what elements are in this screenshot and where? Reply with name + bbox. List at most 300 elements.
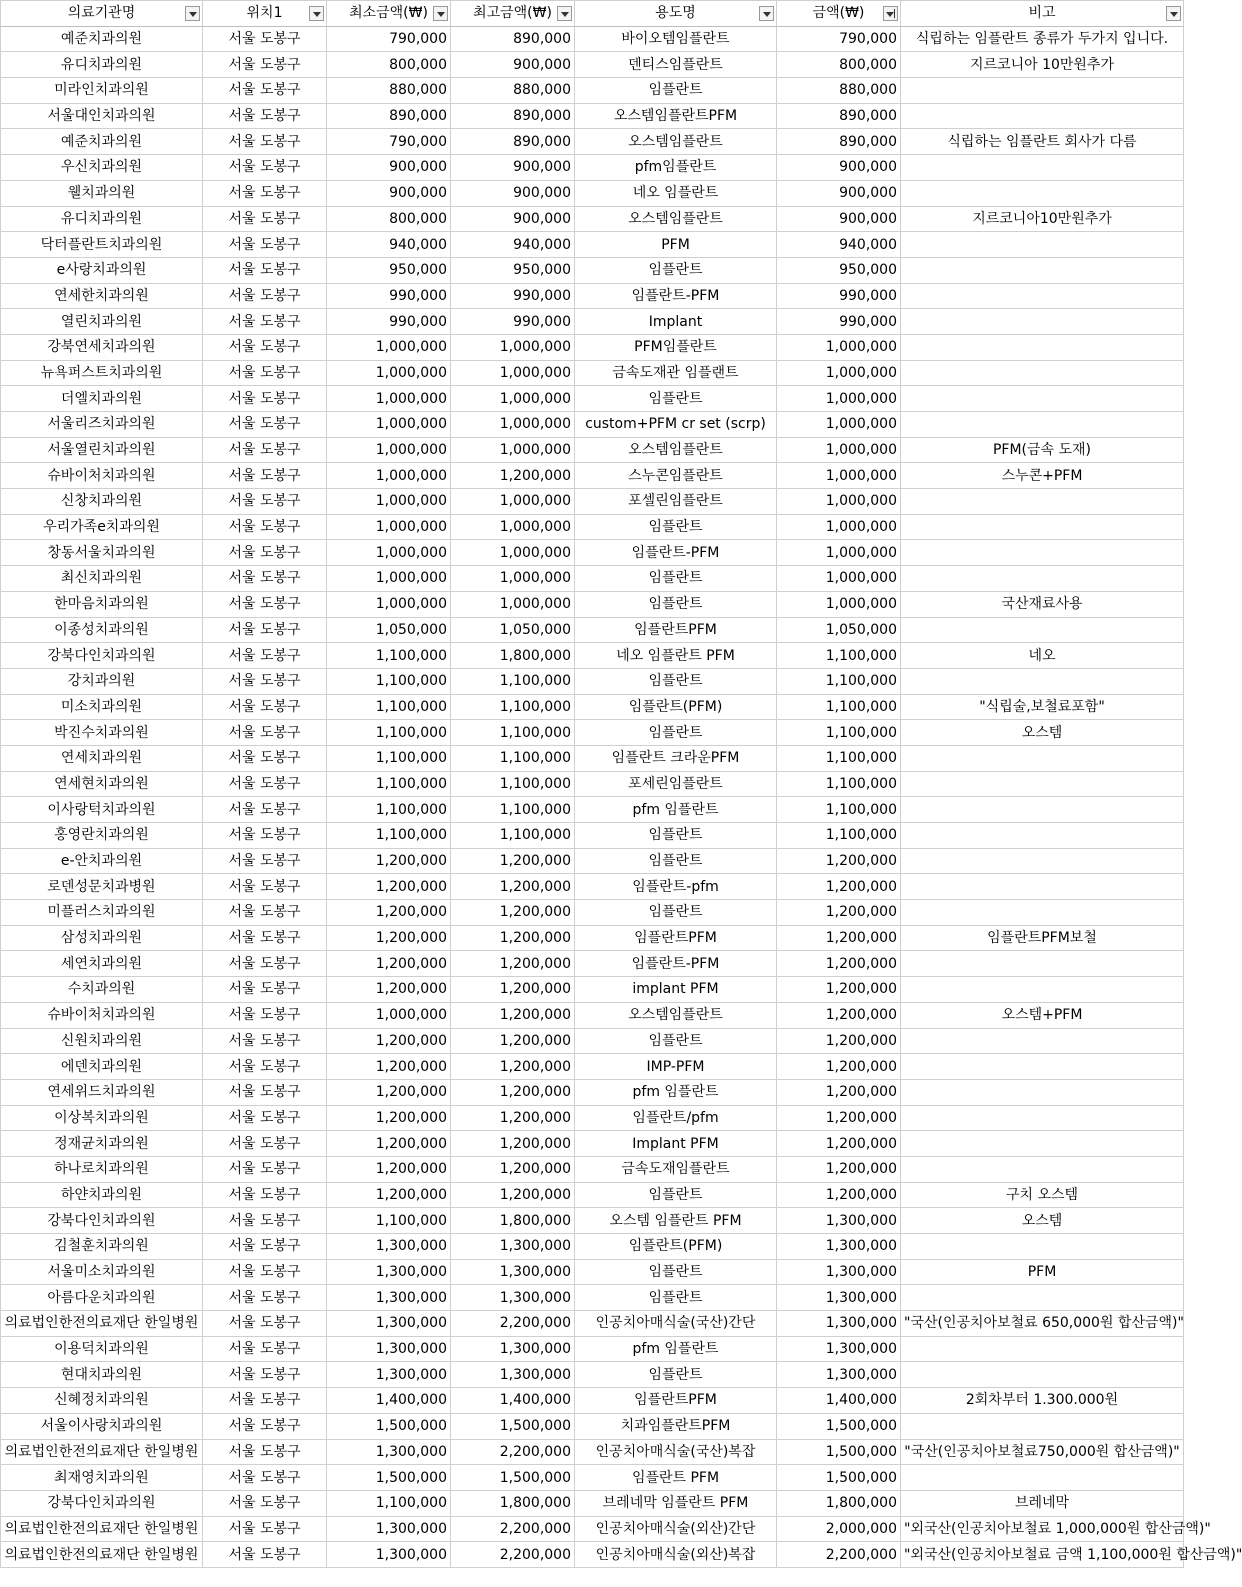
price-cell[interactable]: 1,200,000 xyxy=(777,848,901,874)
note-cell[interactable]: 임플란트PFM보철 xyxy=(901,925,1184,951)
institution-cell[interactable]: 연세치과의원 xyxy=(1,745,203,771)
location-cell[interactable]: 서울 도봉구 xyxy=(203,1028,327,1054)
institution-cell[interactable]: 더엘치과의원 xyxy=(1,386,203,412)
price-cell[interactable]: 1,200,000 xyxy=(777,1182,901,1208)
price-cell[interactable]: 1,200,000 xyxy=(777,1028,901,1054)
price-cell[interactable]: 1,500,000 xyxy=(777,1439,901,1465)
min-price-cell[interactable]: 1,000,000 xyxy=(327,386,451,412)
price-cell[interactable]: 1,100,000 xyxy=(777,668,901,694)
min-price-cell[interactable]: 1,000,000 xyxy=(327,1002,451,1028)
location-cell[interactable]: 서울 도봉구 xyxy=(203,1259,327,1285)
usage-cell[interactable]: 임플란트 xyxy=(575,900,777,926)
max-price-cell[interactable]: 1,300,000 xyxy=(451,1362,575,1388)
price-cell[interactable]: 1,000,000 xyxy=(777,360,901,386)
usage-cell[interactable]: 네오 임플란트 PFM xyxy=(575,643,777,669)
min-price-cell[interactable]: 1,200,000 xyxy=(327,925,451,951)
usage-cell[interactable]: 임플란트PFM xyxy=(575,1388,777,1414)
location-cell[interactable]: 서울 도봉구 xyxy=(203,489,327,515)
location-cell[interactable]: 서울 도봉구 xyxy=(203,1413,327,1439)
note-cell[interactable] xyxy=(901,1413,1184,1439)
min-price-cell[interactable]: 1,300,000 xyxy=(327,1542,451,1568)
usage-cell[interactable]: 임플란트 xyxy=(575,566,777,592)
max-price-cell[interactable]: 1,000,000 xyxy=(451,386,575,412)
min-price-cell[interactable]: 1,200,000 xyxy=(327,874,451,900)
price-cell[interactable]: 1,300,000 xyxy=(777,1336,901,1362)
min-price-cell[interactable]: 800,000 xyxy=(327,52,451,78)
min-price-cell[interactable]: 900,000 xyxy=(327,180,451,206)
location-cell[interactable]: 서울 도봉구 xyxy=(203,643,327,669)
location-cell[interactable]: 서울 도봉구 xyxy=(203,720,327,746)
usage-cell[interactable]: 임플란트 xyxy=(575,823,777,849)
max-price-cell[interactable]: 1,200,000 xyxy=(451,1054,575,1080)
max-price-cell[interactable]: 1,400,000 xyxy=(451,1388,575,1414)
location-cell[interactable]: 서울 도봉구 xyxy=(203,951,327,977)
price-cell[interactable]: 1,300,000 xyxy=(777,1311,901,1337)
column-header[interactable] xyxy=(901,1,1184,27)
usage-cell[interactable]: 임플란트 xyxy=(575,1362,777,1388)
price-cell[interactable]: 1,100,000 xyxy=(777,745,901,771)
location-cell[interactable]: 서울 도봉구 xyxy=(203,1208,327,1234)
price-cell[interactable]: 1,200,000 xyxy=(777,925,901,951)
max-price-cell[interactable]: 1,200,000 xyxy=(451,1002,575,1028)
min-price-cell[interactable]: 950,000 xyxy=(327,257,451,283)
note-cell[interactable] xyxy=(901,1336,1184,1362)
usage-cell[interactable]: 임플란트PFM xyxy=(575,925,777,951)
price-cell[interactable]: 1,200,000 xyxy=(777,900,901,926)
location-cell[interactable]: 서울 도봉구 xyxy=(203,694,327,720)
location-cell[interactable]: 서울 도봉구 xyxy=(203,232,327,258)
usage-cell[interactable]: 오스템임플란트 xyxy=(575,206,777,232)
min-price-cell[interactable]: 1,100,000 xyxy=(327,643,451,669)
max-price-cell[interactable]: 1,200,000 xyxy=(451,925,575,951)
filter-dropdown-icon[interactable] xyxy=(309,6,324,21)
location-cell[interactable]: 서울 도봉구 xyxy=(203,514,327,540)
price-cell[interactable]: 1,100,000 xyxy=(777,643,901,669)
location-cell[interactable]: 서울 도봉구 xyxy=(203,1182,327,1208)
institution-cell[interactable]: 삼성치과의원 xyxy=(1,925,203,951)
min-price-cell[interactable]: 1,100,000 xyxy=(327,1208,451,1234)
institution-cell[interactable]: 아름다운치과의원 xyxy=(1,1285,203,1311)
max-price-cell[interactable]: 1,200,000 xyxy=(451,1079,575,1105)
min-price-cell[interactable]: 1,100,000 xyxy=(327,745,451,771)
location-cell[interactable]: 서울 도봉구 xyxy=(203,771,327,797)
institution-cell[interactable]: 서울미소치과의원 xyxy=(1,1259,203,1285)
usage-cell[interactable]: 임플란트-PFM xyxy=(575,951,777,977)
max-price-cell[interactable]: 1,300,000 xyxy=(451,1285,575,1311)
institution-cell[interactable]: 슈바이처치과의원 xyxy=(1,463,203,489)
price-cell[interactable]: 1,000,000 xyxy=(777,514,901,540)
min-price-cell[interactable]: 1,300,000 xyxy=(327,1362,451,1388)
price-cell[interactable]: 1,200,000 xyxy=(777,977,901,1003)
note-cell[interactable]: "외국산(인공치아보철료 1,000,000원 합산금액)" xyxy=(901,1516,1184,1542)
usage-cell[interactable]: 오스템 임플란트 PFM xyxy=(575,1208,777,1234)
price-cell[interactable]: 800,000 xyxy=(777,52,901,78)
max-price-cell[interactable]: 1,200,000 xyxy=(451,1156,575,1182)
min-price-cell[interactable]: 1,000,000 xyxy=(327,514,451,540)
max-price-cell[interactable]: 1,000,000 xyxy=(451,489,575,515)
price-cell[interactable]: 900,000 xyxy=(777,180,901,206)
institution-cell[interactable]: 연세현치과의원 xyxy=(1,771,203,797)
max-price-cell[interactable]: 1,200,000 xyxy=(451,977,575,1003)
price-cell[interactable]: 1,050,000 xyxy=(777,617,901,643)
note-cell[interactable] xyxy=(901,566,1184,592)
note-cell[interactable]: "식립술,보철료포함" xyxy=(901,694,1184,720)
usage-cell[interactable]: 임플란트 PFM xyxy=(575,1465,777,1491)
institution-cell[interactable]: 서울열린치과의원 xyxy=(1,437,203,463)
min-price-cell[interactable]: 1,000,000 xyxy=(327,412,451,438)
usage-cell[interactable]: 임플란트(PFM) xyxy=(575,694,777,720)
note-cell[interactable] xyxy=(901,334,1184,360)
institution-cell[interactable]: 이용덕치과의원 xyxy=(1,1336,203,1362)
max-price-cell[interactable]: 1,200,000 xyxy=(451,1028,575,1054)
institution-cell[interactable]: 웰치과의원 xyxy=(1,180,203,206)
price-cell[interactable]: 1,100,000 xyxy=(777,797,901,823)
note-cell[interactable]: 브레네막 xyxy=(901,1490,1184,1516)
min-price-cell[interactable]: 1,100,000 xyxy=(327,720,451,746)
usage-cell[interactable]: 임플란트 xyxy=(575,386,777,412)
location-cell[interactable]: 서울 도봉구 xyxy=(203,437,327,463)
location-cell[interactable]: 서울 도봉구 xyxy=(203,668,327,694)
price-cell[interactable]: 1,300,000 xyxy=(777,1362,901,1388)
note-cell[interactable] xyxy=(901,360,1184,386)
max-price-cell[interactable]: 1,500,000 xyxy=(451,1465,575,1491)
note-cell[interactable] xyxy=(901,951,1184,977)
max-price-cell[interactable]: 1,000,000 xyxy=(451,514,575,540)
max-price-cell[interactable]: 940,000 xyxy=(451,232,575,258)
institution-cell[interactable]: 에덴치과의원 xyxy=(1,1054,203,1080)
institution-cell[interactable]: 뉴욕퍼스트치과의원 xyxy=(1,360,203,386)
usage-cell[interactable]: 오스템임플란트 xyxy=(575,1002,777,1028)
note-cell[interactable] xyxy=(901,823,1184,849)
max-price-cell[interactable]: 890,000 xyxy=(451,103,575,129)
usage-cell[interactable]: IMP-PFM xyxy=(575,1054,777,1080)
note-cell[interactable]: "국산(인공치아보철료750,000원 합산금액)" xyxy=(901,1439,1184,1465)
institution-cell[interactable]: 하얀치과의원 xyxy=(1,1182,203,1208)
max-price-cell[interactable]: 2,200,000 xyxy=(451,1311,575,1337)
note-cell[interactable] xyxy=(901,900,1184,926)
price-cell[interactable]: 1,100,000 xyxy=(777,823,901,849)
location-cell[interactable]: 서울 도봉구 xyxy=(203,1105,327,1131)
note-cell[interactable]: 식립하는 임플란트 종류가 두가지 입니다. xyxy=(901,26,1184,52)
note-cell[interactable]: PFM xyxy=(901,1259,1184,1285)
min-price-cell[interactable]: 1,000,000 xyxy=(327,566,451,592)
min-price-cell[interactable]: 1,200,000 xyxy=(327,1105,451,1131)
note-cell[interactable] xyxy=(901,232,1184,258)
min-price-cell[interactable]: 1,300,000 xyxy=(327,1311,451,1337)
max-price-cell[interactable]: 1,000,000 xyxy=(451,412,575,438)
min-price-cell[interactable]: 1,050,000 xyxy=(327,617,451,643)
max-price-cell[interactable]: 1,200,000 xyxy=(451,874,575,900)
institution-cell[interactable]: 강북연세치과의원 xyxy=(1,334,203,360)
institution-cell[interactable]: 열린치과의원 xyxy=(1,309,203,335)
location-cell[interactable]: 서울 도봉구 xyxy=(203,925,327,951)
note-cell[interactable] xyxy=(901,257,1184,283)
min-price-cell[interactable]: 990,000 xyxy=(327,283,451,309)
institution-cell[interactable]: e-안치과의원 xyxy=(1,848,203,874)
institution-cell[interactable]: 서울리즈치과의원 xyxy=(1,412,203,438)
max-price-cell[interactable]: 1,100,000 xyxy=(451,823,575,849)
max-price-cell[interactable]: 1,200,000 xyxy=(451,1182,575,1208)
price-cell[interactable]: 1,000,000 xyxy=(777,386,901,412)
institution-cell[interactable]: 강북다인치과의원 xyxy=(1,1208,203,1234)
institution-cell[interactable]: 이종성치과의원 xyxy=(1,617,203,643)
min-price-cell[interactable]: 990,000 xyxy=(327,309,451,335)
min-price-cell[interactable]: 1,000,000 xyxy=(327,463,451,489)
location-cell[interactable]: 서울 도봉구 xyxy=(203,1388,327,1414)
usage-cell[interactable]: pfm 임플란트 xyxy=(575,1079,777,1105)
institution-cell[interactable]: 하나로치과의원 xyxy=(1,1156,203,1182)
min-price-cell[interactable]: 1,200,000 xyxy=(327,1079,451,1105)
column-header[interactable] xyxy=(327,1,451,27)
price-cell[interactable]: 1,000,000 xyxy=(777,566,901,592)
usage-cell[interactable]: 임플란트(PFM) xyxy=(575,1234,777,1260)
usage-cell[interactable]: 임플란트 xyxy=(575,78,777,104)
max-price-cell[interactable]: 1,200,000 xyxy=(451,463,575,489)
max-price-cell[interactable]: 900,000 xyxy=(451,155,575,181)
note-cell[interactable] xyxy=(901,283,1184,309)
max-price-cell[interactable]: 950,000 xyxy=(451,257,575,283)
usage-cell[interactable]: 바이오템임플란트 xyxy=(575,26,777,52)
institution-cell[interactable]: 의료법인한전의료재단 한일병원 xyxy=(1,1311,203,1337)
min-price-cell[interactable]: 1,200,000 xyxy=(327,848,451,874)
location-cell[interactable]: 서울 도봉구 xyxy=(203,1054,327,1080)
max-price-cell[interactable]: 1,300,000 xyxy=(451,1336,575,1362)
usage-cell[interactable]: 임플란트-pfm xyxy=(575,874,777,900)
price-cell[interactable]: 1,000,000 xyxy=(777,334,901,360)
price-cell[interactable]: 900,000 xyxy=(777,206,901,232)
min-price-cell[interactable]: 1,100,000 xyxy=(327,771,451,797)
location-cell[interactable]: 서울 도봉구 xyxy=(203,1002,327,1028)
max-price-cell[interactable]: 900,000 xyxy=(451,206,575,232)
institution-cell[interactable]: 정재균치과의원 xyxy=(1,1131,203,1157)
price-cell[interactable]: 1,100,000 xyxy=(777,771,901,797)
max-price-cell[interactable]: 1,800,000 xyxy=(451,1490,575,1516)
note-cell[interactable] xyxy=(901,1234,1184,1260)
max-price-cell[interactable]: 1,200,000 xyxy=(451,1105,575,1131)
usage-cell[interactable]: 치과임플란트PFM xyxy=(575,1413,777,1439)
min-price-cell[interactable]: 890,000 xyxy=(327,103,451,129)
min-price-cell[interactable]: 1,300,000 xyxy=(327,1285,451,1311)
min-price-cell[interactable]: 1,200,000 xyxy=(327,900,451,926)
usage-cell[interactable]: 임플란트-PFM xyxy=(575,283,777,309)
institution-cell[interactable]: 연세한치과의원 xyxy=(1,283,203,309)
usage-cell[interactable]: 브레네막 임플란트 PFM xyxy=(575,1490,777,1516)
usage-cell[interactable]: 포세린임플란트 xyxy=(575,771,777,797)
usage-cell[interactable]: 스누콘임플란트 xyxy=(575,463,777,489)
location-cell[interactable]: 서울 도봉구 xyxy=(203,1311,327,1337)
column-header[interactable] xyxy=(203,1,327,27)
institution-cell[interactable]: 의료법인한전의료재단 한일병원 xyxy=(1,1439,203,1465)
min-price-cell[interactable]: 900,000 xyxy=(327,155,451,181)
max-price-cell[interactable]: 1,100,000 xyxy=(451,745,575,771)
price-cell[interactable]: 2,000,000 xyxy=(777,1516,901,1542)
institution-cell[interactable]: 신창치과의원 xyxy=(1,489,203,515)
note-cell[interactable]: 식립하는 임플란트 회사가 다름 xyxy=(901,129,1184,155)
filter-dropdown-icon[interactable] xyxy=(185,6,200,21)
max-price-cell[interactable]: 2,200,000 xyxy=(451,1542,575,1568)
institution-cell[interactable]: 신혜정치과의원 xyxy=(1,1388,203,1414)
institution-cell[interactable]: 예준치과의원 xyxy=(1,129,203,155)
note-cell[interactable]: "외국산(인공치아보철료 금액 1,100,000원 합산금액)" xyxy=(901,1542,1184,1568)
location-cell[interactable]: 서울 도봉구 xyxy=(203,1490,327,1516)
usage-cell[interactable]: 포셀린임플란트 xyxy=(575,489,777,515)
location-cell[interactable]: 서울 도봉구 xyxy=(203,566,327,592)
max-price-cell[interactable]: 1,100,000 xyxy=(451,694,575,720)
institution-cell[interactable]: 김철훈치과의원 xyxy=(1,1234,203,1260)
institution-cell[interactable]: 한마음치과의원 xyxy=(1,591,203,617)
max-price-cell[interactable]: 1,100,000 xyxy=(451,668,575,694)
min-price-cell[interactable]: 1,000,000 xyxy=(327,360,451,386)
usage-cell[interactable]: pfm임플란트 xyxy=(575,155,777,181)
filter-dropdown-icon[interactable] xyxy=(1166,6,1181,21)
note-cell[interactable] xyxy=(901,1079,1184,1105)
location-cell[interactable]: 서울 도봉구 xyxy=(203,1079,327,1105)
max-price-cell[interactable]: 2,200,000 xyxy=(451,1439,575,1465)
note-cell[interactable] xyxy=(901,874,1184,900)
usage-cell[interactable]: 인공치아매식술(외산)복잡 xyxy=(575,1542,777,1568)
location-cell[interactable]: 서울 도봉구 xyxy=(203,412,327,438)
location-cell[interactable]: 서울 도봉구 xyxy=(203,129,327,155)
min-price-cell[interactable]: 940,000 xyxy=(327,232,451,258)
price-cell[interactable]: 1,200,000 xyxy=(777,1002,901,1028)
usage-cell[interactable]: custom+PFM cr set (scrp) xyxy=(575,412,777,438)
usage-cell[interactable]: 임플란트 xyxy=(575,1285,777,1311)
max-price-cell[interactable]: 900,000 xyxy=(451,180,575,206)
note-cell[interactable]: PFM(금속 도재) xyxy=(901,437,1184,463)
location-cell[interactable]: 서울 도봉구 xyxy=(203,1465,327,1491)
note-cell[interactable] xyxy=(901,1131,1184,1157)
location-cell[interactable]: 서울 도봉구 xyxy=(203,617,327,643)
max-price-cell[interactable]: 1,000,000 xyxy=(451,566,575,592)
min-price-cell[interactable]: 1,100,000 xyxy=(327,797,451,823)
min-price-cell[interactable]: 1,100,000 xyxy=(327,1490,451,1516)
price-cell[interactable]: 890,000 xyxy=(777,103,901,129)
usage-cell[interactable]: Implant xyxy=(575,309,777,335)
location-cell[interactable]: 서울 도봉구 xyxy=(203,463,327,489)
location-cell[interactable]: 서울 도봉구 xyxy=(203,745,327,771)
note-cell[interactable] xyxy=(901,1156,1184,1182)
min-price-cell[interactable]: 1,200,000 xyxy=(327,1054,451,1080)
price-cell[interactable]: 890,000 xyxy=(777,129,901,155)
max-price-cell[interactable]: 1,000,000 xyxy=(451,334,575,360)
usage-cell[interactable]: 임플란트 xyxy=(575,668,777,694)
min-price-cell[interactable]: 1,000,000 xyxy=(327,334,451,360)
institution-cell[interactable]: 미플러스치과의원 xyxy=(1,900,203,926)
min-price-cell[interactable]: 1,300,000 xyxy=(327,1336,451,1362)
min-price-cell[interactable]: 1,500,000 xyxy=(327,1413,451,1439)
price-cell[interactable]: 880,000 xyxy=(777,78,901,104)
note-cell[interactable] xyxy=(901,977,1184,1003)
price-cell[interactable]: 950,000 xyxy=(777,257,901,283)
filter-dropdown-icon[interactable] xyxy=(433,6,448,21)
location-cell[interactable]: 서울 도봉구 xyxy=(203,52,327,78)
location-cell[interactable]: 서울 도봉구 xyxy=(203,1362,327,1388)
max-price-cell[interactable]: 1,000,000 xyxy=(451,591,575,617)
note-cell[interactable]: 지르코니아 10만원추가 xyxy=(901,52,1184,78)
column-header[interactable] xyxy=(777,1,901,27)
location-cell[interactable]: 서울 도봉구 xyxy=(203,386,327,412)
institution-cell[interactable]: 우신치과의원 xyxy=(1,155,203,181)
price-cell[interactable]: 1,300,000 xyxy=(777,1208,901,1234)
usage-cell[interactable]: 인공치아매식술(국산)간단 xyxy=(575,1311,777,1337)
usage-cell[interactable]: 인공치아매식술(외산)간단 xyxy=(575,1516,777,1542)
location-cell[interactable]: 서울 도봉구 xyxy=(203,78,327,104)
price-cell[interactable]: 1,100,000 xyxy=(777,694,901,720)
note-cell[interactable] xyxy=(901,617,1184,643)
note-cell[interactable] xyxy=(901,180,1184,206)
max-price-cell[interactable]: 1,100,000 xyxy=(451,797,575,823)
location-cell[interactable]: 서울 도봉구 xyxy=(203,103,327,129)
location-cell[interactable]: 서울 도봉구 xyxy=(203,540,327,566)
note-cell[interactable] xyxy=(901,309,1184,335)
min-price-cell[interactable]: 790,000 xyxy=(327,129,451,155)
institution-cell[interactable]: 슈바이처치과의원 xyxy=(1,1002,203,1028)
max-price-cell[interactable]: 1,050,000 xyxy=(451,617,575,643)
price-cell[interactable]: 1,000,000 xyxy=(777,591,901,617)
max-price-cell[interactable]: 1,200,000 xyxy=(451,900,575,926)
location-cell[interactable]: 서울 도봉구 xyxy=(203,283,327,309)
note-cell[interactable] xyxy=(901,489,1184,515)
location-cell[interactable]: 서울 도봉구 xyxy=(203,1516,327,1542)
max-price-cell[interactable]: 1,500,000 xyxy=(451,1413,575,1439)
institution-cell[interactable]: 신원치과의원 xyxy=(1,1028,203,1054)
institution-cell[interactable]: 예준치과의원 xyxy=(1,26,203,52)
usage-cell[interactable]: 임플란트 xyxy=(575,1028,777,1054)
location-cell[interactable]: 서울 도봉구 xyxy=(203,591,327,617)
price-cell[interactable]: 1,200,000 xyxy=(777,1131,901,1157)
price-cell[interactable]: 990,000 xyxy=(777,309,901,335)
column-header[interactable] xyxy=(1,1,203,27)
institution-cell[interactable]: 수치과의원 xyxy=(1,977,203,1003)
institution-cell[interactable]: 연세위드치과의원 xyxy=(1,1079,203,1105)
note-cell[interactable] xyxy=(901,1362,1184,1388)
location-cell[interactable]: 서울 도봉구 xyxy=(203,334,327,360)
price-cell[interactable]: 2,200,000 xyxy=(777,1542,901,1568)
min-price-cell[interactable]: 1,400,000 xyxy=(327,1388,451,1414)
max-price-cell[interactable]: 990,000 xyxy=(451,283,575,309)
min-price-cell[interactable]: 800,000 xyxy=(327,206,451,232)
location-cell[interactable]: 서울 도봉구 xyxy=(203,823,327,849)
price-cell[interactable]: 900,000 xyxy=(777,155,901,181)
min-price-cell[interactable]: 1,200,000 xyxy=(327,1182,451,1208)
institution-cell[interactable]: 유디치과의원 xyxy=(1,206,203,232)
min-price-cell[interactable]: 1,300,000 xyxy=(327,1516,451,1542)
note-cell[interactable] xyxy=(901,1105,1184,1131)
note-cell[interactable] xyxy=(901,745,1184,771)
note-cell[interactable]: 오스템 xyxy=(901,1208,1184,1234)
note-cell[interactable] xyxy=(901,412,1184,438)
institution-cell[interactable]: 유디치과의원 xyxy=(1,52,203,78)
institution-cell[interactable]: 홍영란치과의원 xyxy=(1,823,203,849)
usage-cell[interactable]: PFM xyxy=(575,232,777,258)
usage-cell[interactable]: 네오 임플란트 xyxy=(575,180,777,206)
location-cell[interactable]: 서울 도봉구 xyxy=(203,1131,327,1157)
min-price-cell[interactable]: 1,300,000 xyxy=(327,1234,451,1260)
institution-cell[interactable]: 이상복치과의원 xyxy=(1,1105,203,1131)
location-cell[interactable]: 서울 도봉구 xyxy=(203,180,327,206)
min-price-cell[interactable]: 1,300,000 xyxy=(327,1259,451,1285)
note-cell[interactable]: 국산재료사용 xyxy=(901,591,1184,617)
note-cell[interactable] xyxy=(901,1285,1184,1311)
location-cell[interactable]: 서울 도봉구 xyxy=(203,155,327,181)
note-cell[interactable] xyxy=(901,797,1184,823)
location-cell[interactable]: 서울 도봉구 xyxy=(203,1285,327,1311)
note-cell[interactable]: 지르코니아10만원추가 xyxy=(901,206,1184,232)
usage-cell[interactable]: 덴티스임플란트 xyxy=(575,52,777,78)
price-cell[interactable]: 1,500,000 xyxy=(777,1413,901,1439)
max-price-cell[interactable]: 1,200,000 xyxy=(451,848,575,874)
note-cell[interactable]: 네오 xyxy=(901,643,1184,669)
